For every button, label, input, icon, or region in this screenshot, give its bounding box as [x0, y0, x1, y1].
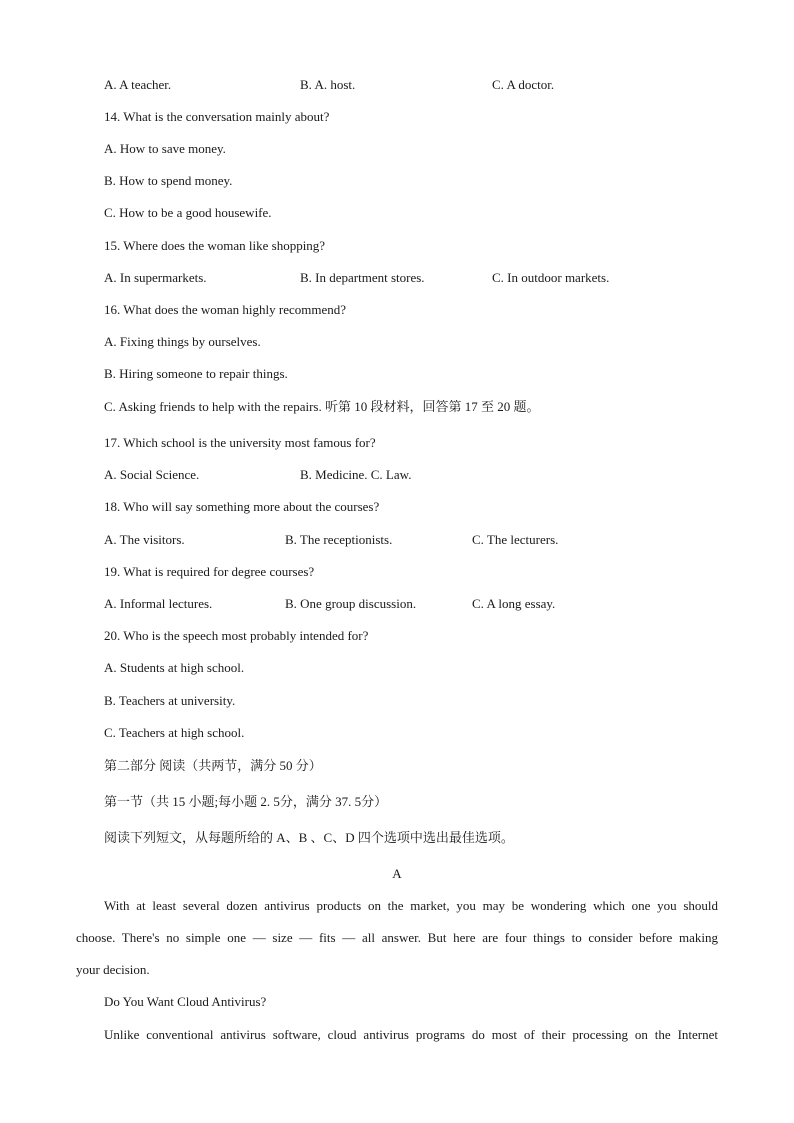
q13-option-b: B. A. host. — [300, 77, 356, 92]
q18-stem: 18. Who will say something more about the courses? — [104, 499, 380, 514]
q19-option-a: A. Informal lectures. — [104, 596, 213, 611]
q16-option-b: B. Hiring someone to repair things. — [104, 366, 288, 381]
section-instruction: 阅读下列短文，从每题所给的 A、B 、C、D 四个选项中选出最佳选项。 — [104, 830, 514, 845]
passage-p1-line3: your decision. — [76, 962, 150, 977]
q17-stem: 17. Which school is the university most famous for? — [104, 435, 376, 450]
passage-label: A — [392, 866, 402, 881]
q16-option-a: A. Fixing things by ourselves. — [104, 334, 261, 349]
q14-option-b: B. How to spend money. — [104, 173, 233, 188]
q19-stem: 19. What is required for degree courses? — [104, 564, 315, 579]
q15-option-b: B. In department stores. — [300, 270, 425, 285]
q17-option-b: B. Medicine. C. Law. — [300, 467, 412, 482]
section-subtitle: 第一节（共 15 小题;每小题 2. 5分，满分 37. 5分） — [104, 794, 388, 809]
q16-stem: 16. What does the woman highly recommend? — [104, 302, 347, 317]
section-title: 第二部分 阅读（共两节，满分 50 分） — [104, 758, 322, 773]
passage-p1-line2: choose. There's no simple one — size — fits — all answer. But here are four things to consider before making — [76, 930, 718, 945]
q20-option-b: B. Teachers at university. — [104, 693, 236, 708]
q20-option-c: C. Teachers at high school. — [104, 725, 245, 740]
q14-stem: 14. What is the conversation mainly about? — [104, 109, 330, 124]
q18-option-c: C. The lecturers. — [472, 532, 559, 547]
q16-option-c: C. Asking friends to help with the repairs. 听第 10 段材料，回答第 17 至 20 题。 — [104, 399, 540, 414]
q17-option-a: A. Social Science. — [104, 467, 200, 482]
passage-p2-line1: Unlike conventional antivirus software, cloud antivirus programs do most of their processing on the Internet — [104, 1027, 718, 1042]
q13-option-c: C. A doctor. — [492, 77, 555, 92]
q15-option-a: A. In supermarkets. — [104, 270, 207, 285]
q18-option-a: A. The visitors. — [104, 532, 185, 547]
q15-stem: 15. Where does the woman like shopping? — [104, 238, 326, 253]
q19-option-b: B. One group discussion. — [285, 596, 417, 611]
q13-option-a: A. A teacher. — [104, 77, 172, 92]
q15-option-c: C. In outdoor markets. — [492, 270, 610, 285]
q14-option-a: A. How to save money. — [104, 141, 226, 156]
q20-stem: 20. Who is the speech most probably intended for? — [104, 628, 369, 643]
q14-option-c: C. How to be a good housewife. — [104, 205, 272, 220]
q19-option-c: C. A long essay. — [472, 596, 556, 611]
passage-p1-line1: With at least several dozen antivirus products on the market, you may be wondering which one you should — [104, 898, 718, 913]
passage-heading: Do You Want Cloud Antivirus? — [104, 994, 267, 1009]
q18-option-b: B. The receptionists. — [285, 532, 393, 547]
q20-option-a: A. Students at high school. — [104, 660, 245, 675]
